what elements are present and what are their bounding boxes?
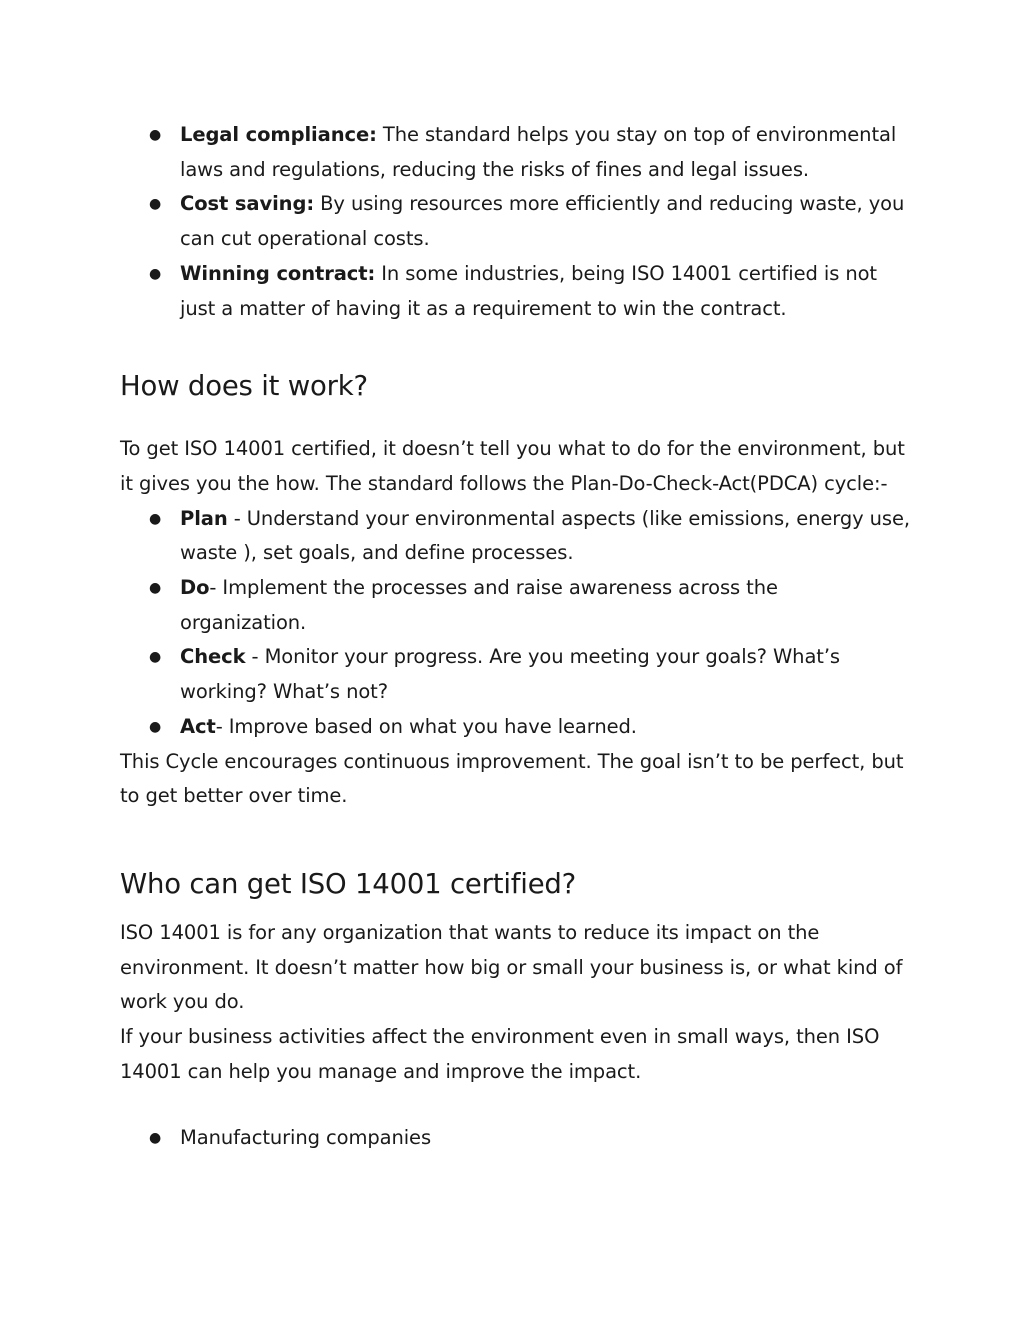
list-item-term: Act (180, 714, 216, 738)
bullet-icon: ● (149, 1130, 162, 1147)
list-item (149, 187, 910, 256)
section-heading-who: Who can get ISO 14001 certified? (120, 867, 577, 900)
list-item (149, 502, 910, 571)
list-item (149, 257, 910, 326)
list-item-text: The standard helps you stay on top of environmental laws and regulations, reducing the risks of fines and legal issues. (180, 123, 897, 181)
bullet-icon: ● (149, 718, 162, 735)
list-item-term: Check (180, 645, 246, 669)
list-item-term: Legal compliance: (180, 123, 377, 146)
list-item-text: - Improve based on what you have learned. (215, 714, 637, 738)
list-item-term: Plan (180, 506, 228, 530)
list-item-text: - Implement the processes and raise awareness across the organization. (180, 576, 778, 634)
list-item (149, 118, 910, 187)
list-item (149, 640, 910, 709)
benefits-list (120, 118, 910, 326)
bullet-icon: ● (149, 265, 162, 282)
bullet-icon: ● (149, 196, 162, 213)
list-item-term: Cost saving: (180, 192, 315, 216)
list-item-text: By using resources more efficiently and reducing waste, you can cut operational costs. (180, 192, 905, 251)
list-item-text: - Monitor your progress. Are you meeting your goals? What’s working? What’s not? (180, 645, 840, 704)
list-item-text: - Understand your environmental aspects (like emissions, energy use, waste ), set goals, and define processes. (180, 506, 910, 565)
list-item (149, 710, 910, 745)
bullet-icon: ● (149, 580, 162, 597)
list-item-text: Manufacturing companies (180, 1126, 432, 1150)
bullet-icon: ● (149, 127, 162, 143)
document-page (120, 118, 910, 1156)
how-conclusion-paragraph: This Cycle encourages continuous improvement. The goal isn’t to be perfect, but to get better over time. (120, 749, 904, 808)
list-item (149, 571, 910, 640)
who-paragraph-2: If your business activities affect the environment even in small ways, then ISO 14001 can help you manage and improve the impact. (120, 1025, 880, 1083)
organization-types-list (120, 1121, 910, 1156)
list-item-term: Winning contract: (180, 261, 376, 285)
bullet-icon: ● (149, 649, 162, 666)
list-item-text: In some industries, being ISO 14001 certified is not just a matter of having it as a requirement to win the contract. (180, 261, 877, 320)
list-item (149, 1121, 910, 1156)
who-paragraph-1: ISO 14001 is for any organization that wants to reduce its impact on the environment. It doesn’t matter how big or small your business is, or what kind of work you do. (120, 920, 903, 1014)
bullet-icon: ● (149, 510, 162, 527)
list-item-term: Do (180, 576, 210, 600)
how-intro-paragraph: To get ISO 14001 certified, it doesn’t tell you what to do for the environment, but it gives you the how. The standard follows the Plan-Do-Check-Act(PDCA) cycle:- (120, 437, 905, 495)
section-heading-how: How does it work? (120, 370, 368, 403)
pdca-steps-list (120, 502, 910, 745)
